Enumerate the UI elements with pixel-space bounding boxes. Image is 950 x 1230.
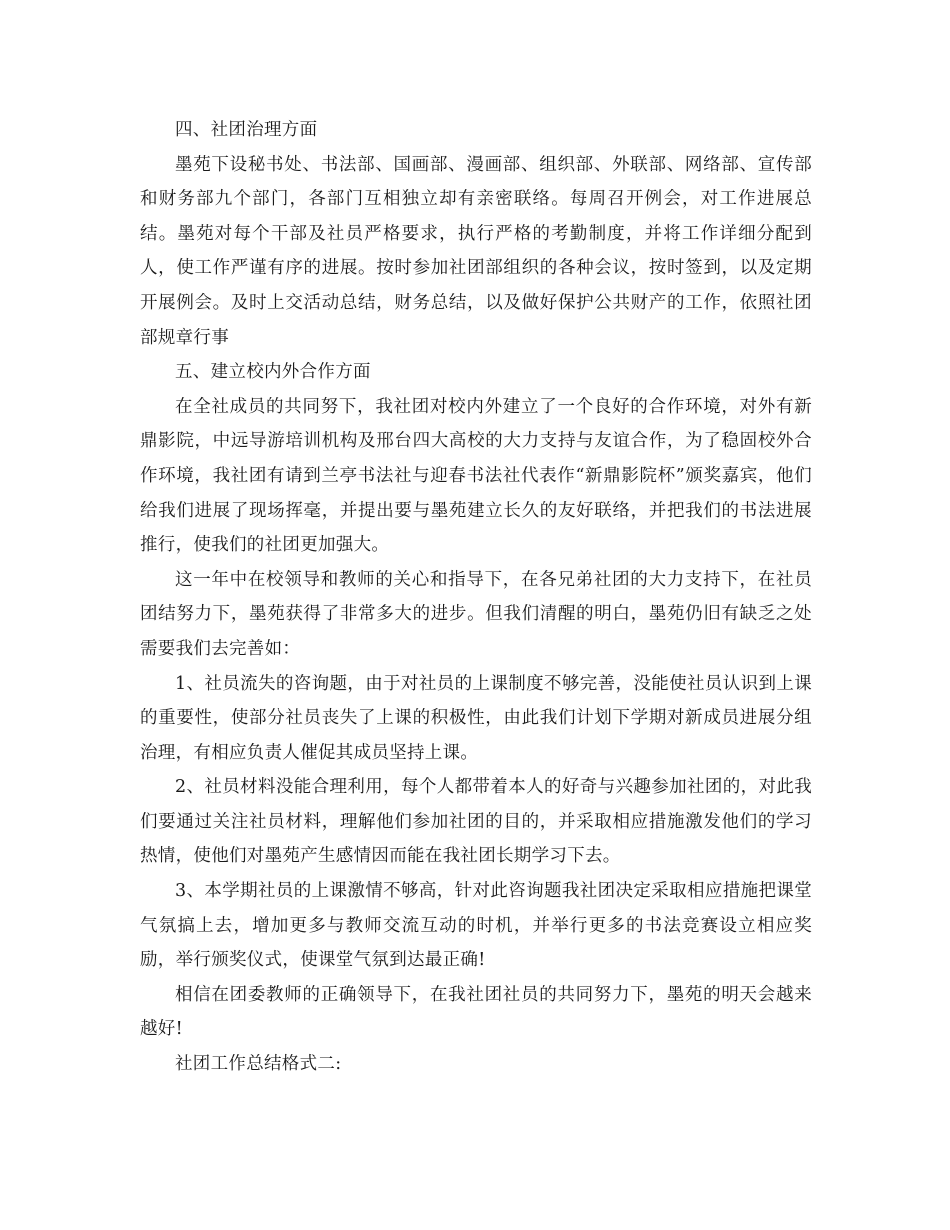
list-item-issue-2: 2、社员材料没能合理利用，每个人都带着本人的好奇与兴趣参加社团的，对此我们要通过关注社员材料，理解他们参加社团的目的，并采取相应措施激发他们的学习热情，使他们对墨苑产生感情因而能在我社团长期学习下去。: [140, 777, 812, 867]
paragraph-management: 墨苑下设秘书处、书法部、国画部、漫画部、组织部、外联部、网络部、宣传部和财务部九个部门，各部门互相独立却有亲密联络。每周召开例会，对工作进展总结。墨苑对每个干部及社员严格要求，执行严格的考勤制度，并将工作详细分配到人，使工作严谨有序的进展。按时参加社团部组织的各种会议，按时签到，以及定期开展例会。及时上交活动总结，财务总结，以及做好保护公共财产的工作，依照社团部规章行事: [140, 154, 812, 348]
section-heading-management: 四、社团治理方面: [175, 120, 318, 140]
paragraph-closing: 相信在团委教师的正确领导下，在我社团社员的共同努力下，墨苑的明天会越来越好!: [140, 984, 812, 1040]
section-heading-cooperation: 五、建立校内外合作方面: [175, 362, 371, 383]
document-body: [140, 113, 812, 1082]
paragraph-cooperation: 在全社成员的共同努下，我社团对校内外建立了一个良好的合作环境，对外有新鼎影院，中远导游培训机构及邢台四大高校的大力支持与友谊合作，为了稳固校外合作环境，我社团有请到兰亭书法社与迎春书法社代表作“新鼎影院杯”颁奖嘉宾，他们给我们进展了现场挥毫，并提出要与墨苑建立长久的友好联络，并把我们的书法进展推行，使我们的社团更加强大。: [140, 396, 812, 556]
list-item-issue-1: 1、社员流失的咨询题，由于对社员的上课制度不够完善，没能使社员认识到上课的重要性，使部分社员丧失了上课的积极性，由此我们计划下学期对新成员进展分组治理，有相应负责人催促其成员坚持上课。: [140, 673, 812, 763]
list-item-issue-3: 3、本学期社员的上课激情不够高，针对此咨询题我社团决定采取相应措施把课堂气氛搞上去，增加更多与教师交流互动的时机，并举行更多的书法竞赛设立相应奖励，举行颁奖仪式，使课堂气氛到达最正确!: [140, 881, 812, 971]
paragraph-summary: 这一年中在校领导和教师的关心和指导下，在各兄弟社团的大力支持下，在社员团结努力下，墨苑获得了非常多大的进步。但我们清醒的明白，墨苑仍旧有缺乏之处需要我们去完善如：: [140, 569, 812, 659]
section-heading-format-two: 社团工作总结格式二:: [175, 1054, 342, 1075]
